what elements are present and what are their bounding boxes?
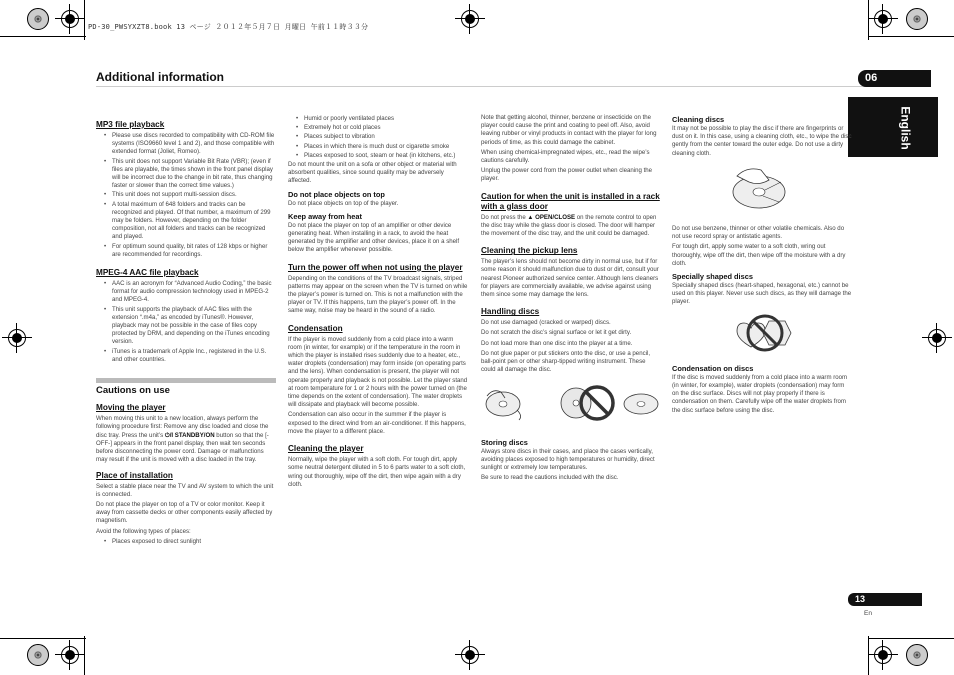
paragraph: Select a stable place near the TV and AV system to which the unit is connected. — [96, 482, 274, 498]
paragraph: Do not use benzene, thinner or other volatile chemicals. Also do not use record spray or antistatic agents. — [672, 225, 845, 241]
column-4 — [672, 114, 852, 417]
registration-mark-icon — [922, 323, 952, 353]
page-language: En — [864, 610, 872, 617]
glass-rack-heading: Caution for when the unit is installed in a rack with a glass door — [481, 191, 660, 211]
cleaning-disc-illustration — [672, 164, 852, 217]
list-item: • AAC is an acronym for “Advanced Audio Coding,” the basic format for audio compression technology used in MPEG-2 and MPEG-4. — [112, 280, 276, 305]
registration-mark-icon — [2, 323, 32, 353]
paragraph: The player’s lens should not become dirty in normal use, but if for some reason it should malfunction due to dust or dirt, consult your nearest Pioneer authorized service center. Although lens cleaners for players are commercially available, we advise against using them since some may damage the lens. — [481, 258, 659, 299]
section-title: Additional information — [96, 70, 224, 84]
crop-line — [84, 636, 85, 675]
cleaning-discs-heading: Cleaning discs — [672, 115, 725, 124]
color-target-icon — [906, 8, 928, 30]
paragraph: It may not be possible to play the disc if there are fingerprints or dust on it. In this case, using a cleaning cloth, etc., to wipe the disc gently from the center toward the outer edge. Do not use a dirty cleaning cloth. — [672, 125, 852, 157]
pickup-heading: Cleaning the pickup lens — [481, 246, 578, 256]
registration-mark-icon — [55, 4, 85, 34]
storing-heading: Storing discs — [481, 437, 528, 447]
crop-line — [868, 36, 954, 37]
condensation-discs-heading: Condensation on discs — [672, 363, 754, 373]
list-item: • This unit does not support multi-session discs. — [112, 191, 276, 199]
list-item: • Extremely hot or cold places — [304, 124, 468, 132]
paragraph: Do not use damaged (cracked or warped) discs. — [481, 319, 611, 327]
shaped-disc-illustration — [672, 313, 852, 356]
list-item: • Humid or poorly ventilated places — [304, 115, 468, 123]
registration-mark-icon — [455, 640, 485, 670]
paragraph: Note that getting alcohol, thinner, benzene or insecticide on the player could cause the print and coating to peel off. Also, avoid leaving rubber or vinyl products in contact with the player for long periods of time, as this could damage the cabinet. — [481, 114, 657, 146]
column-1 — [96, 114, 276, 550]
list-item: • A total maximum of 648 folders and tracks can be recognized and played. Of that number, a maximum of 299 may be folders. However, depending on the folder composition, not all folders and tracks can be recognized and played. — [112, 201, 276, 242]
handling-heading: Handling discs — [481, 307, 540, 317]
registration-mark-icon — [455, 4, 485, 34]
disc-handling-icon — [481, 380, 661, 426]
crop-line — [0, 36, 86, 37]
paragraph: Always store discs in their cases, and place the cases vertically, avoiding places exposed to high temperatures or humidity, direct sunlight or extremely low temperatures. — [481, 447, 655, 472]
crop-line — [868, 0, 869, 40]
prohibited-shaped-disc-icon — [727, 313, 797, 353]
shaped-heading: Specially shaped discs — [672, 272, 753, 282]
list-item: • Places in which there is much dust or cigarette smoke — [304, 143, 468, 151]
color-target-icon — [27, 644, 49, 666]
disc-cleaning-icon — [727, 164, 797, 214]
crop-mark-text: PD-30_PWSYXZT8.book 13 ページ ２０１２年５月７日 月曜日 午前１１時３３分 — [88, 23, 369, 31]
paragraph: Do not place objects on top of the player. — [288, 199, 399, 207]
section-divider — [96, 378, 276, 383]
list-item: • Places exposed to direct sunlight — [112, 538, 276, 546]
paragraph: Do not mount the unit on a sofa or other object or material with absorbent qualities, since sound quality may be adversely affected. — [288, 161, 457, 185]
paragraph: Do not place the player on top of an amplifier or other device generating heat. When installing in a rack, to avoid the heat generated by the amplifier and other devices, place it on a shelf below the amplifier whenever possible. — [288, 221, 460, 254]
paragraph: Do not place the player on top of a TV or color monitor. Keep it away from cassette decks or other components easily affected by magnetism. — [96, 500, 273, 525]
paragraph: Avoid the following types of places: — [96, 527, 191, 535]
crop-line — [868, 638, 954, 639]
disc-handling-illustration — [481, 380, 661, 429]
list-item: • Places subject to vibration — [304, 133, 468, 141]
glass-rack-text: Do not press the ▲ OPEN/CLOSE on the remote control to open the disc tray while the glass door is closed. The door will hamper the movement of the disc tray, and the unit could be damaged. — [481, 213, 657, 238]
aac-heading: MPEG-4 AAC file playback — [96, 268, 199, 278]
condensation-heading: Condensation — [288, 323, 343, 333]
cautions-heading: Cautions on use — [96, 385, 170, 397]
column-2 — [288, 115, 468, 491]
language-label: English — [898, 106, 913, 150]
mp3-heading: MP3 file playback — [96, 120, 165, 129]
aac-list — [96, 280, 276, 364]
chapter-number: 06 — [858, 70, 931, 87]
no-place-heading: Do not place objects on top — [288, 189, 385, 199]
paragraph: For tough dirt, apply some water to a soft cloth, wring out thoroughly, wipe off the dirt, then wipe off the moisture with a dry cloth. — [672, 243, 846, 267]
cleaning-player-heading: Cleaning the player — [288, 444, 364, 454]
paragraph: Unplug the power cord from the power outlet when cleaning the player. — [481, 167, 653, 183]
paragraph: Do not glue paper or put stickers onto the disc, or use a pencil, ball-point pen or other sharp-tipped writing instrument. These could all damage the disc. — [481, 349, 651, 374]
open-close-button-label: ▲ OPEN/CLOSE — [527, 213, 576, 221]
placement-list — [96, 538, 276, 546]
paragraph: If the disc is moved suddenly from a cold place into a warm room (in winter, for example), water droplets (condensation) may form on the disc surface. Discs will not play properly if there is condensation on them. Carefully wipe off the water droplets from the disc surface before using the disc. — [672, 373, 848, 414]
paragraph: Normally, wipe the player with a soft cloth. For tough dirt, apply some neutral detergent diluted in 5 to 6 parts water to a soft cloth, wring out thoroughly, wipe off the dirt, then wipe again with a dry cloth. — [288, 456, 466, 488]
moving-text: When moving this unit to a new location, always perform the following procedure first: Remove any disc loaded and close the disc tray. Press the unit’s ⏻/I STANDBY/ON button so that the [-OFF-] appears in the front panel display, then wait ten seconds before disconnecting the power cord. Damage or malfunctions may result if the unit is moved with a disc loaded in the tray. — [96, 415, 269, 464]
crop-line — [868, 636, 869, 675]
heat-heading: Keep away from heat — [288, 211, 362, 221]
mp3-list — [96, 132, 276, 259]
paragraph: Depending on the conditions of the TV broadcast signals, striped patterns may appear on the screen when the TV is turned on while the player’s power is turned on. This is not a malfunction with the player or TV. If this happens, turn the player’s power off. In the same way, noise may be heard in the sound of a radio. — [288, 274, 468, 315]
list-item: • This unit does not support Variable Bit Rate (VBR); (even if files are playable, the times shown in the front panel display will be incorrect due to the change in bit rate, thus changing faster or slower than the correct time values.) — [112, 158, 276, 191]
placement-heading: Place of installation — [96, 470, 173, 480]
list-item: • This unit supports the playback of AAC files with the extension “.m4a,” as encoded by iTunes®. However, playback may not be possible in the case of files copy protected by DRM, and depending on the iTunes encoding version. — [112, 306, 276, 347]
list-item: • Places exposed to soot, steam or heat (in kitchens, etc.) — [304, 152, 468, 160]
crop-line — [84, 0, 85, 40]
moving-heading: Moving the player — [96, 403, 166, 413]
list-item: • iTunes is a trademark of Apple Inc., registered in the U.S. and other countries. — [112, 348, 276, 364]
paragraph: Do not scratch the disc’s signal surface or let it get dirty. — [481, 329, 632, 337]
paragraph: Be sure to read the cautions included with the disc. — [481, 474, 619, 482]
language-tab — [848, 97, 938, 157]
color-target-icon — [906, 644, 928, 666]
section-header — [96, 70, 931, 87]
crop-line — [0, 638, 86, 639]
paragraph: When using chemical-impregnated wipes, etc., read the wipe’s cautions carefully. — [481, 148, 650, 165]
color-target-icon — [27, 8, 49, 30]
list-item: • For optimum sound quality, bit rates of 128 kbps or higher are recommended for recordings. — [112, 243, 276, 259]
list-item: • Please use discs recorded to compatibility with CD-ROM file systems (ISO9660 level 1 and 2), and those compatible with extended format (Joliet, Romeo). — [112, 132, 276, 157]
column-3 — [481, 114, 661, 484]
registration-mark-icon — [868, 640, 898, 670]
placement-list-continued — [288, 115, 468, 160]
paragraph: Specially shaped discs (heart-shaped, hexagonal, etc.) cannot be used on this player. Never use such discs, as they will damage the player. — [672, 282, 852, 306]
registration-mark-icon — [868, 4, 898, 34]
registration-mark-icon — [55, 640, 85, 670]
power-off-heading: Turn the power off when not using the player — [288, 262, 463, 272]
standby-button-label: ⏻/I STANDBY/ON — [164, 431, 215, 439]
paragraph: Condensation can also occur in the summer if the player is exposed to the direct wind from an air-conditioner. If this happens, move the player to a different place. — [288, 411, 466, 435]
page-number: 13 — [848, 593, 922, 606]
paragraph: Do not load more than one disc into the player at a time. — [481, 339, 633, 347]
paragraph: If the player is moved suddenly from a cold place into a warm room (in winter, for example) or if the temperature in the room in which the player is installed rises suddenly due to a heater, etc., water droplets (condensation) may form inside (on operating parts and the lens). When condensation is present, the player will not operate properly and playback is not possible. Let the player stand at room temperature for 1 or 2 hours with the power turned on (the time depends on the extent of condensation). The water droplets will dissipate and playback will become possible. — [288, 335, 468, 409]
